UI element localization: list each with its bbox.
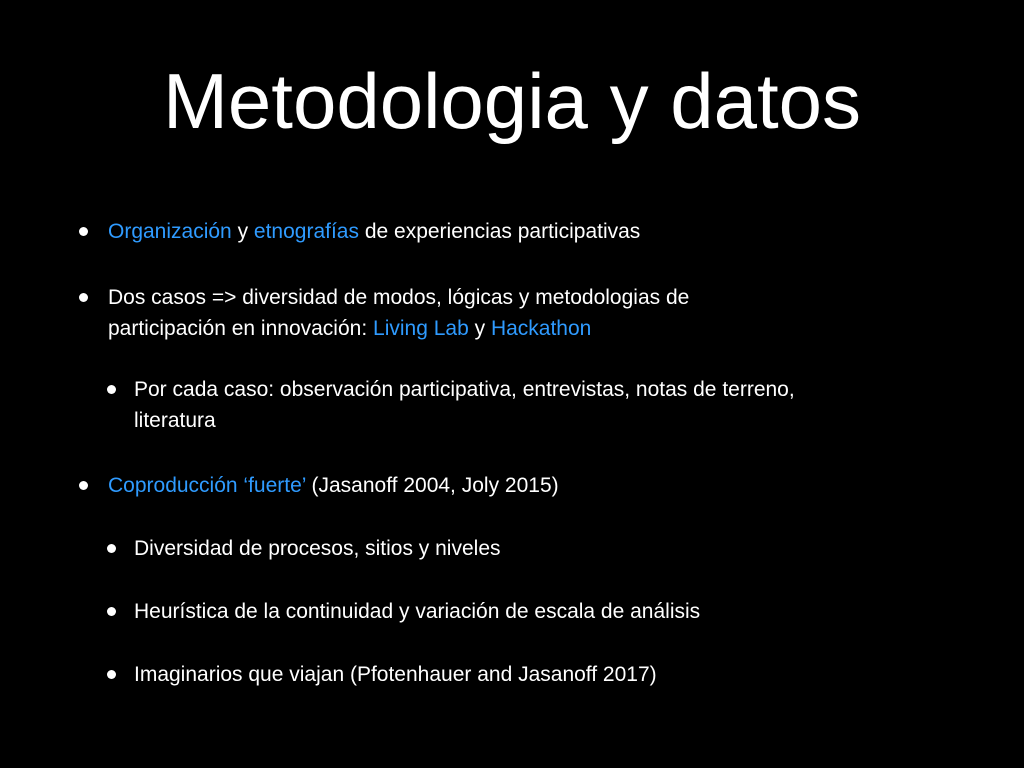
bullet-text: Diversidad de procesos, sitios y niveles — [134, 537, 501, 560]
highlight-text: Hackathon — [490, 317, 592, 340]
bullet-text: Por cada caso: observación participativa, entrevistas, notas de terreno, — [134, 378, 795, 401]
bullet-dot-icon — [107, 670, 116, 679]
bullet-text: participación en innovación: — [108, 317, 374, 340]
bullet-dot-icon — [107, 385, 116, 394]
bullet-text: Dos casos => diversidad de modos, lógicas y metodologias de — [108, 286, 690, 309]
bullet-dot-icon — [79, 293, 88, 302]
bullet-dot-icon — [79, 227, 88, 236]
slide-title: Metodologia y datos — [162, 57, 862, 145]
bullet-text: de experiencias participativas — [358, 220, 641, 243]
sub-bullet-item-diversidad — [134, 533, 501, 564]
bullet-text: y — [468, 317, 491, 340]
sub-bullet-item-por-cada-caso — [134, 374, 795, 436]
highlight-text: Organización — [108, 220, 232, 243]
bullet-item-coproduccion — [108, 470, 559, 501]
bullet-text: Imaginarios que viajan (Pfotenhauer and Jasanoff 2017) — [134, 663, 657, 686]
highlight-text: etnografías — [253, 220, 359, 243]
bullet-item-dos-casos — [108, 282, 689, 344]
bullet-dot-icon — [107, 544, 116, 553]
bullet-text: (Jasanoff 2004, Joly 2015) — [305, 474, 559, 497]
bullet-text-line2 — [108, 313, 689, 344]
bullet-dot-icon — [79, 481, 88, 490]
bullet-dot-icon — [107, 607, 116, 616]
bullet-text: literatura — [134, 409, 216, 432]
bullet-text: Heurística de la continuidad y variación de escala de análisis — [134, 600, 701, 623]
bullet-item-organizacion — [108, 216, 640, 247]
sub-bullet-item-heuristica — [134, 596, 700, 627]
sub-bullet-item-imaginarios — [134, 659, 657, 690]
bullet-text: y — [231, 220, 254, 243]
highlight-text: Coproducción ‘fuerte’ — [108, 474, 306, 497]
highlight-text: Living Lab — [373, 317, 469, 340]
